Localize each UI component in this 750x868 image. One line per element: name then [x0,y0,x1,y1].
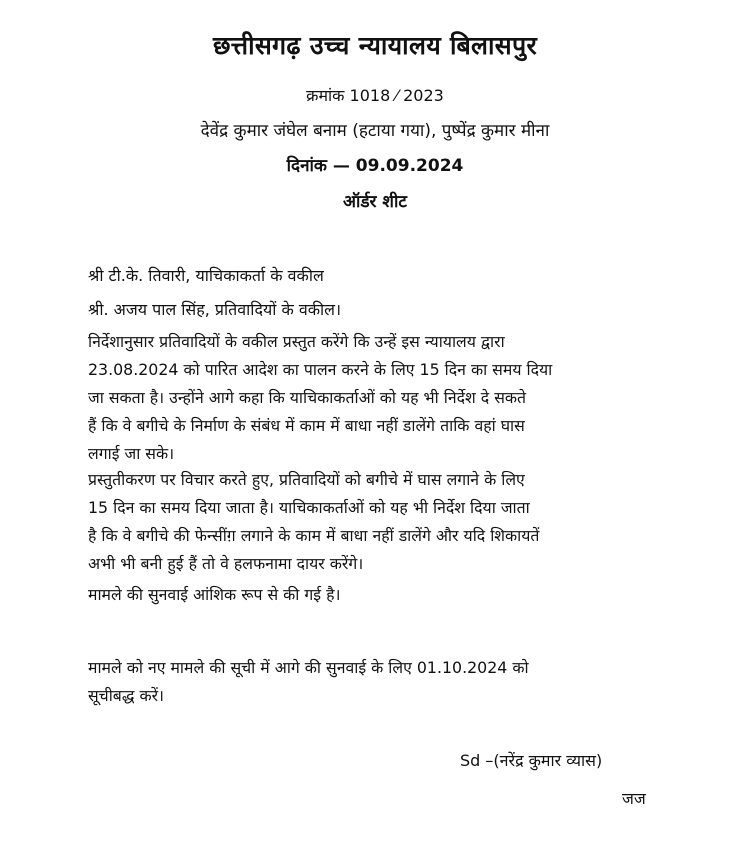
paragraph-line: अभी भी बनी हुई हैं तो वे हलफनामा दायर करेंगे। [88,554,364,573]
paragraph-line: मामले की सुनवाई आंशिक रूप से की गई है। [88,585,341,604]
order-paragraph-1 [88,328,662,468]
petitioner-counsel: श्री टी.के. तिवारी, याचिकाकर्ता के वकील [88,266,324,285]
paragraph-line: जा सकता है। उन्होंने आगे कहा कि याचिकाकर्ताओं को यह भी निर्देश दे सकते [88,388,527,407]
order-paragraph-4 [88,654,662,710]
case-number: क्रमांक 1018 ⁄ 2023 [306,86,444,105]
paragraph-line: प्रस्तुतीकरण पर विचार करते हुए, प्रतिवादियों को बगीचे में घास लगाने के लिए [88,470,525,489]
order-date: दिनांक — 09.09.2024 [286,156,464,176]
paragraph-line: 23.08.2024 को पारित आदेश का पालन करने के लिए 15 दिन का समय दिया [88,360,553,379]
paragraph-line: सूचीबद्ध करें। [88,686,165,705]
order-paragraph-2 [88,466,662,578]
court-title: छत्तीसगढ़ उच्च न्यायालय बिलासपुर [212,31,537,60]
paragraph-line: लगाई जा सके। [88,444,175,463]
order-paragraph-3 [88,581,662,609]
judge-designation: जज [622,789,646,808]
paragraph-line: निर्देशानुसार प्रतिवादियों के वकील प्रस्तुत करेंगे कि उन्हें इस न्यायालय द्वारा [88,332,505,351]
document-type-heading: ऑर्डर शीट [343,192,407,212]
paragraph-line: हैं कि वे बगीचे के निर्माण के संबंध में काम में बाधा नहीं डालेंगे ताकि वहां घास [88,416,525,435]
paragraph-line: मामले को नए मामले की सूची में आगे की सुनवाई के लिए 01.10.2024 को [88,658,529,677]
paragraph-line: है कि वे बगीचे की फेन्सींग़ लगाने के काम में बाधा नहीं डालेंगे और यदि शिकायतें [88,526,540,545]
respondent-counsel: श्री. अजय पाल सिंह, प्रतिवादियों के वकील। [88,300,342,319]
paragraph-line: 15 दिन का समय दिया जाता है। याचिकाकर्ताओं को यह भी निर्देश दिया जाता [88,498,530,517]
judge-signature: Sd –(नरेंद्र कुमार व्यास) [460,751,603,770]
case-parties: देवेंद्र कुमार जंघेल बनाम (हटाया गया), पुष्पेंद्र कुमार मीना [200,121,550,141]
